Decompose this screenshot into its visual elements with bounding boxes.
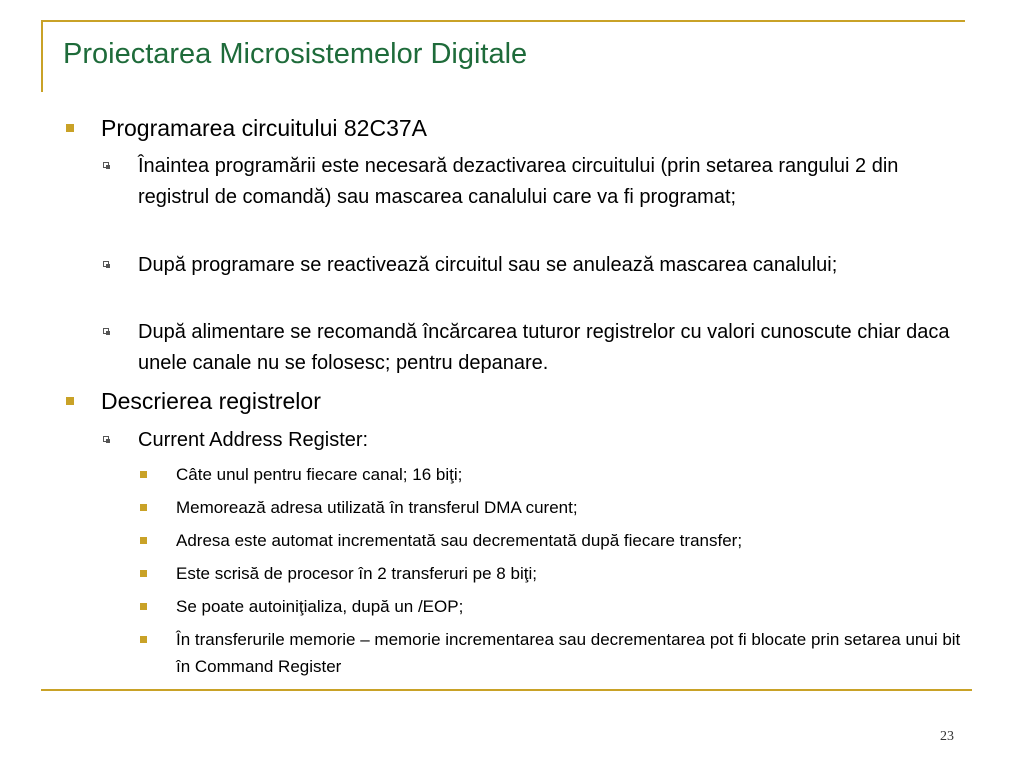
hollow-square-bullet-icon — [103, 436, 109, 442]
hollow-square-bullet-icon — [103, 261, 109, 267]
slide-title: Proiectarea Microsistemelor Digitale — [63, 38, 528, 70]
small-square-bullet-icon — [140, 570, 147, 577]
detail-bullet-text: Memorează adresa utilizată în transferul DMA curent; — [176, 498, 578, 517]
hollow-square-bullet-icon — [103, 162, 109, 168]
detail-bullet-text: Se poate autoiniţializa, după un /EOP; — [176, 597, 464, 616]
sub-bullet-text: Înaintea programării este necesară dezactivarea circuitului (prin setarea rangului 2 din registrul de comandă) sau mascarea canalului care va fi programat; — [138, 155, 899, 208]
section-heading: Descrierea registrelor — [101, 388, 321, 414]
sub-heading: Current Address Register: — [138, 429, 369, 451]
frame-line-vertical — [41, 20, 43, 92]
hollow-square-bullet-icon — [103, 328, 109, 334]
sub-bullet-text: După programare se reactivează circuitul sau se anulează mascarea canalului; — [138, 254, 838, 276]
detail-bullet-text: Este scrisă de procesor în 2 transferuri pe 8 biţi; — [176, 564, 537, 583]
detail-bullet-text: Câte unul pentru fiecare canal; 16 biţi; — [176, 465, 463, 484]
frame-line-top — [41, 20, 965, 22]
small-square-bullet-icon — [140, 636, 147, 643]
small-square-bullet-icon — [140, 537, 147, 544]
small-square-bullet-icon — [140, 603, 147, 610]
page-number: 23 — [940, 729, 954, 744]
small-square-bullet-icon — [140, 504, 147, 511]
frame-line-bottom — [41, 689, 972, 691]
small-square-bullet-icon — [140, 471, 147, 478]
section-heading: Programarea circuitului 82C37A — [101, 115, 427, 141]
sub-bullet-text: După alimentare se recomandă încărcarea tuturor registrelor cu valori cunoscute chiar daca unele canale nu se folosesc; pentru depanare. — [138, 321, 950, 374]
square-bullet-icon — [66, 124, 74, 132]
detail-bullet-text: Adresa este automat incrementată sau decrementată după fiecare transfer; — [176, 531, 743, 550]
detail-bullet-text: În transferurile memorie – memorie incrementarea sau decrementarea pot fi blocate prin setarea unui bit în Command Register — [176, 630, 961, 676]
square-bullet-icon — [66, 397, 74, 405]
